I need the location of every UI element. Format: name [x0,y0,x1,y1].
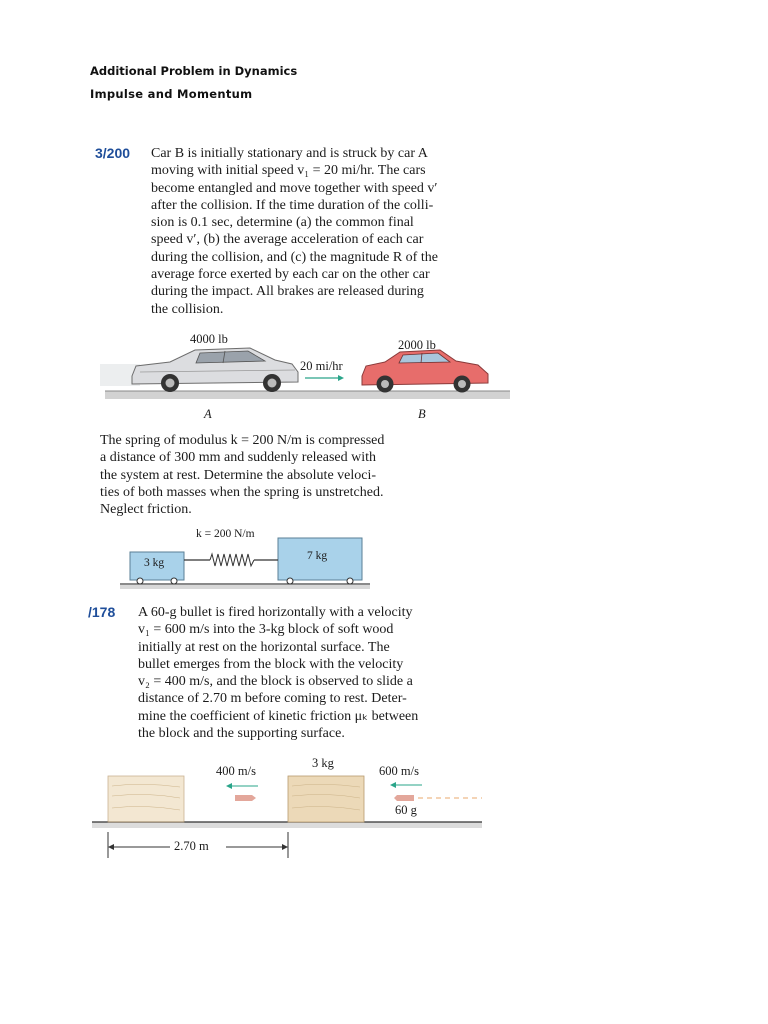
entry-velocity-label: 600 m/s [379,764,419,778]
problem1-text [151,145,505,318]
problem2-line: Neglect friction. [100,502,192,518]
bullet-block-drawing [92,756,492,860]
problem3-line: v₂ = 400 m/s, and the block is observed to slide a [138,674,413,690]
document-subtitle: Impulse and Momentum [90,87,253,101]
car-b-label: B [418,407,426,421]
speed-label: 20 mi/hr [300,359,343,373]
problem1-line: during the impact. All brakes are released during [151,284,424,300]
problem-number-178: /178 [88,604,116,620]
problem3-text [138,604,491,742]
problem3-line: A 60-g bullet is fired horizontally with a velocity [138,605,413,620]
problem1-line: average force exerted by each car on the other car [151,267,430,283]
document-title: Additional Problem in Dynamics [90,64,298,78]
floor [120,585,370,589]
problem3-line: initially at rest on the horizontal surface. The [138,639,390,655]
block-mass-label: 3 kg [312,756,334,770]
problem3-line: mine the coefficient of kinetic friction μₖ between [138,708,419,724]
car-collision-drawing [100,328,520,428]
problem1-line: speed v′, (b) the average acceleration of each car [151,232,424,248]
problem3-line: the block and the supporting surface. [138,726,345,742]
mass-small-label: 3 kg [144,557,165,569]
car-b-icon [362,350,488,393]
problem1-line: become entangled and move together with speed v′ [151,180,438,196]
floor [92,822,482,828]
bullet-exit-icon [235,795,256,801]
block-final-position [108,776,184,822]
problem3-line: bullet emerges from the block with the velocity [138,656,404,672]
car-b-weight-label: 2000 lb [398,338,436,352]
bullet-block-figure [92,756,492,860]
car-a-label: A [204,407,212,421]
speed-arrow [305,375,344,381]
problem1-line: sion is 0.1 sec, determine (a) the common final [151,215,414,231]
problem2-text [100,432,454,518]
problem2-line: ties of both masses when the spring is unstretched. [100,484,384,500]
car-a-icon [132,348,298,392]
bullet-mass-label: 60 g [395,803,417,817]
entry-velocity-arrow [390,782,422,788]
car-a-weight-label: 4000 lb [190,332,228,346]
problem2-line: a distance of 300 mm and suddenly released with [100,450,377,466]
ground [105,391,510,399]
spring-mass-figure [120,528,380,590]
problem1-line: after the collision. If the time duration of the colli- [151,197,434,213]
distance-label: 2.70 m [174,839,209,853]
problem2-line: the system at rest. Determine the absolute veloci- [100,467,377,483]
problem2-line: The spring of modulus k = 200 N/m is compressed [100,433,385,448]
problem1-line: moving with initial speed v₁ = 20 mi/hr. The cars [151,163,426,179]
exit-velocity-arrow [226,783,258,789]
problem1-line: during the collision, and (c) the magnitude R of the [151,249,438,265]
wood-block [288,776,364,822]
exit-velocity-label: 400 m/s [216,764,256,778]
spring-icon [184,554,278,566]
problem1-line: Car B is initially stationary and is struck by car A [151,146,428,161]
mass-large-label: 7 kg [307,550,328,562]
problem1-line: the collision. [151,301,224,317]
problem3-line: v₁ = 600 m/s into the 3-kg block of soft wood [138,622,394,638]
problem-number-3-200: 3/200 [95,145,131,161]
car-collision-figure [100,328,520,428]
spring-constant-label: k = 200 N/m [196,528,255,540]
problem3-line: distance of 2.70 m before coming to rest. Deter- [138,691,407,707]
bullet-entry-icon [394,795,414,801]
